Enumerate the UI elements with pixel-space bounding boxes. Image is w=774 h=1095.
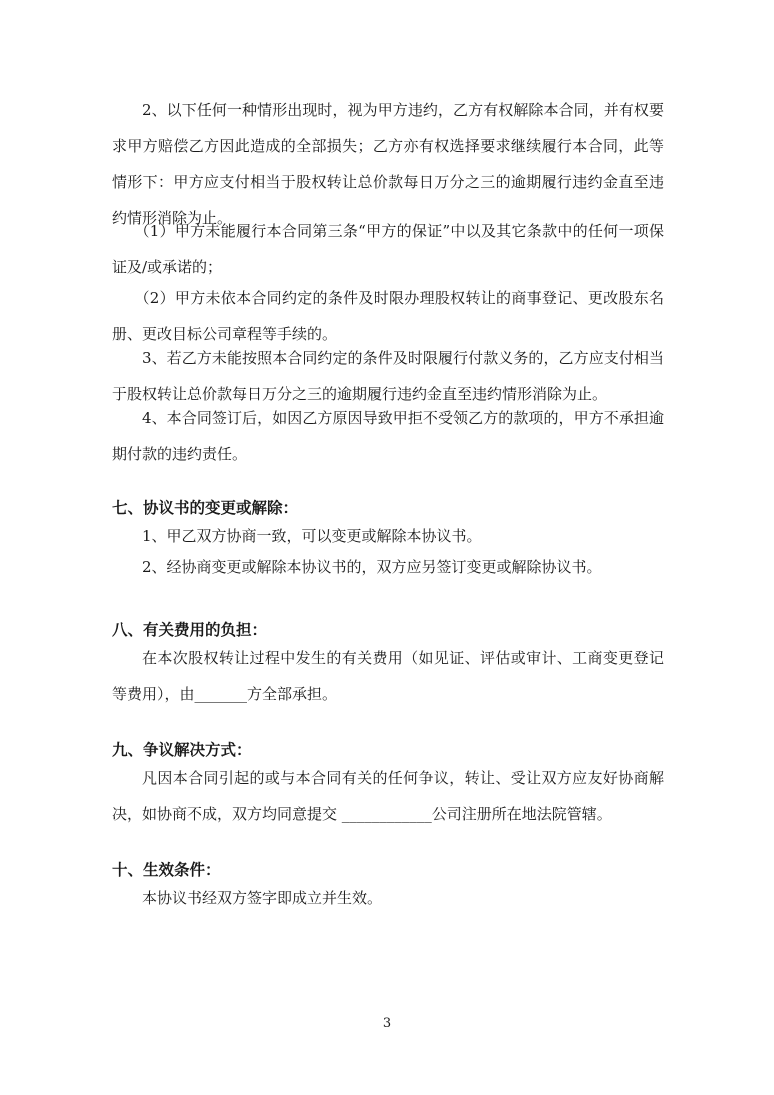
clause-2-item-2: （2）甲方未依本合同约定的条件及时限办理股权转让的商事登记、更改股东名册、更改目标公司章程等手续的。	[112, 289, 664, 343]
clause-3-paragraph: 3、若乙方未能按照本合同约定的条件及时限履行付款义务的，乙方应支付相当于股权转让总价款每日万分之三的逾期履行违约金直至违约情形消除为止。	[112, 349, 664, 403]
section-8-body: 在本次股权转让过程中发生的有关费用（如见证、评估或审计、工商变更登记等费用），由_______方全部承担。	[112, 649, 664, 703]
clause-2-item-1: （1）甲方未能履行本合同第三条“甲方的保证”中以及其它条款中的任何一项保证及/或承诺的；	[112, 222, 664, 276]
section-10-heading: 十、生效条件：	[112, 860, 221, 879]
clause-4-paragraph: 4、本合同签订后，如因乙方原因导致甲拒不受领乙方的款项的，甲方不承担逾期付款的违约责任。	[112, 409, 664, 463]
section-7-item-2: 2、经协商变更或解除本协议书的，双方应另签订变更或解除协议书。	[142, 558, 602, 576]
clause-2-paragraph: 2、以下任何一种情形出现时，视为甲方违约，乙方有权解除本合同，并有权要求甲方赔偿乙方因此造成的全部损失；乙方亦有权选择要求继续履行本合同，此等情形下：甲方应支付相当于股权转让总价款每日万分之三的逾期履行违约金直至违约情形消除为止。	[112, 101, 664, 227]
section-9-heading: 九、争议解决方式：	[112, 740, 252, 759]
section-7-item-1: 1、甲乙双方协商一致，可以变更或解除本协议书。	[142, 527, 482, 545]
section-9-body: 凡因本合同引起的或与本合同有关的任何争议，转让、受让双方应友好协商解决，如协商不成，双方均同意提交 ____________公司注册所在地法院管辖。	[112, 769, 664, 823]
section-10-body: 本协议书经双方签字即成立并生效。	[142, 889, 383, 907]
section-8-heading: 八、有关费用的负担：	[112, 620, 268, 639]
section-7-heading: 七、协议书的变更或解除：	[112, 498, 299, 517]
page-number: 3	[382, 1016, 392, 1031]
